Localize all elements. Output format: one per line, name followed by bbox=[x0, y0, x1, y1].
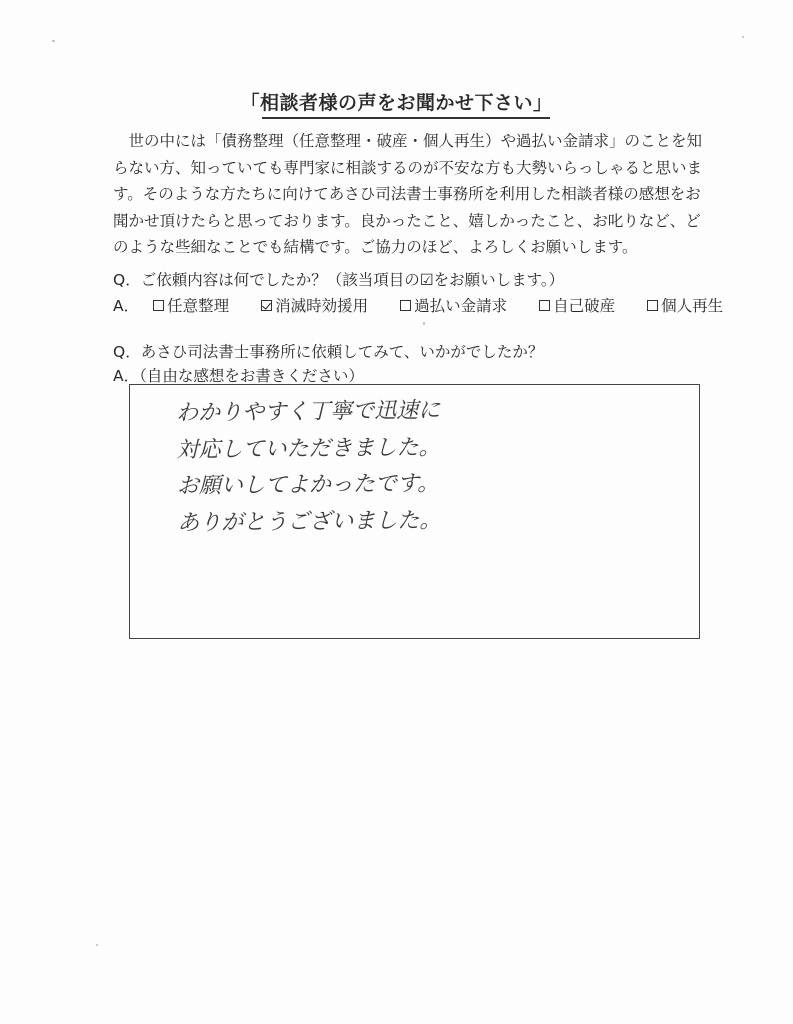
answer-prefix: A． bbox=[113, 297, 140, 315]
checkbox-icon[interactable] bbox=[400, 300, 411, 311]
question-1-answer bbox=[113, 294, 723, 316]
handwritten-line: お願いしてよかったです。 bbox=[176, 471, 440, 499]
option-kabarai-seikyu[interactable] bbox=[400, 294, 507, 316]
scan-speck bbox=[742, 36, 744, 38]
option-label: 任意整理 bbox=[167, 297, 230, 315]
checkbox-icon[interactable] bbox=[647, 300, 658, 311]
handwritten-line: わかりやすく丁寧で迅速に bbox=[176, 398, 441, 426]
question-1-label: Q．ご依頼内容は何でしたか？（該当項目の☑をお願いします。） bbox=[113, 271, 565, 289]
option-label: 過払い金請求 bbox=[414, 297, 508, 315]
question-2-prompt: A．（自由な感想をお書きください） bbox=[113, 367, 364, 385]
intro-paragraph bbox=[113, 128, 713, 261]
handwritten-comment bbox=[176, 393, 442, 542]
option-nin-i-seiri[interactable] bbox=[153, 294, 229, 316]
handwritten-line: ありがとうございました。 bbox=[177, 507, 442, 536]
scan-speck bbox=[52, 40, 55, 42]
option-kojin-saisei[interactable] bbox=[647, 294, 723, 316]
intro-text: 世の中には「債務整理（任意整理・破産・個人再生）や過払い金請求」のことを知らない方、知っていても専門家に相談するのが不安な方も大勢いらっしゃると思います。そのような方たちに向けてあさひ司法書士事務所を利用した相談者様の感想をお聞かせ頂けたらと思っております。良かったこと、嬉しかったこと、お叱りなど、どのような些細なことでも結構です。ご協力のほど、よろしくお願いします。 bbox=[113, 132, 703, 256]
option-jiko-hasan[interactable] bbox=[539, 294, 615, 316]
checkbox-icon[interactable] bbox=[153, 300, 164, 311]
scan-speck bbox=[96, 944, 98, 946]
checkbox-icon[interactable] bbox=[539, 300, 550, 311]
question-2-label: Q．あさひ司法書士事務所に依頼してみて、いかがでしたか？ bbox=[113, 343, 544, 361]
option-label: 消滅時効援用 bbox=[275, 297, 369, 315]
scan-speck bbox=[423, 322, 425, 325]
option-label: 自己破産 bbox=[553, 297, 616, 315]
handwritten-line: 対応していただきました。 bbox=[176, 434, 441, 463]
option-shometsu-jiko[interactable] bbox=[261, 294, 368, 316]
title-underline bbox=[262, 117, 550, 119]
option-label: 個人再生 bbox=[661, 297, 724, 315]
page-title: 「相談者様の声をお聞かせ下さい」 bbox=[240, 92, 553, 114]
checked-checkbox-icon[interactable] bbox=[261, 300, 272, 311]
